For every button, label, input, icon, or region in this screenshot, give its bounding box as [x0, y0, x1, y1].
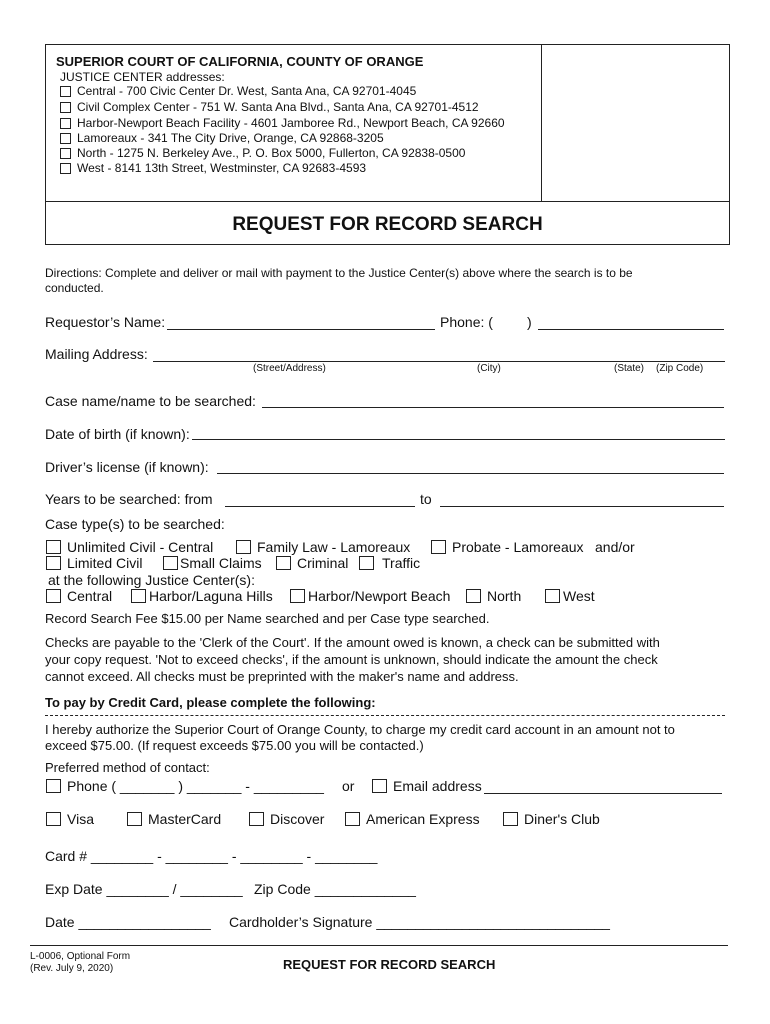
date-field[interactable]: Date _________________ — [45, 914, 211, 930]
requestor-name-label: Requestor’s Name: — [45, 314, 166, 330]
dob-label: Date of birth (if known): — [45, 426, 190, 442]
card-amex-option: American Express — [345, 811, 480, 827]
checks-line-1: Checks are payable to the 'Clerk of the Court'. If the amount owed is known, a check can be submitted with — [45, 635, 660, 650]
address-central: Central - 700 Civic Center Dr. West, Santa Ana, CA 92701-4045 — [60, 84, 416, 98]
preferred-contact-label: Preferred method of contact: — [45, 760, 210, 775]
center-north-option: North — [466, 588, 521, 604]
card-number-field[interactable]: Card # ________ - ________ - ________ - ________ — [45, 848, 378, 864]
small-claims-checkbox[interactable] — [163, 556, 178, 570]
unlimited-civil-option: Unlimited Civil - Central — [46, 539, 213, 555]
checks-line-2: your copy request. 'Not to exceed checks', if the amount is unknown, should indicate the amount the check — [45, 652, 658, 667]
directions-line-2: conducted. — [45, 281, 104, 295]
family-law-checkbox[interactable] — [236, 540, 251, 554]
center-harbor-laguna-checkbox[interactable] — [131, 589, 146, 603]
phone-label: Phone: ( — [440, 314, 493, 330]
directions-line-1: Directions: Complete and deliver or mail with payment to the Justice Center(s) above where the search is to be — [45, 266, 633, 280]
signature-field[interactable]: Cardholder’s Signature ______________________________ — [229, 914, 610, 930]
family-law-option: Family Law - Lamoreaux — [236, 539, 410, 555]
drivers-license-input[interactable] — [217, 473, 724, 474]
years-from-input[interactable] — [225, 506, 415, 507]
address-north: North - 1275 N. Berkeley Ave., P. O. Box 5000, Fullerton, CA 92838-0500 — [60, 146, 465, 160]
case-types-label: Case type(s) to be searched: — [45, 516, 225, 532]
west-address-checkbox[interactable] — [60, 163, 71, 174]
visa-checkbox[interactable] — [46, 812, 61, 826]
civil-complex-address-checkbox[interactable] — [60, 102, 71, 113]
email-address-input[interactable] — [484, 793, 722, 794]
checks-line-3: cannot exceed. All checks must be preprinted with the maker's name and address. — [45, 669, 519, 684]
justice-center-label: JUSTICE CENTER addresses: — [60, 70, 225, 84]
authorize-line-2: exceed $75.00. (If request exceeds $75.00 you will be contacted.) — [45, 738, 424, 753]
form-number: L-0006, Optional Form — [30, 951, 131, 962]
header-right-divider — [541, 44, 542, 201]
contact-phone-option: Phone ( _______ ) _______ - _________ — [46, 778, 324, 794]
credit-card-heading: To pay by Credit Card, please complete the following: — [45, 695, 376, 710]
revision-date: (Rev. July 9, 2020) — [30, 963, 114, 974]
exp-date-field[interactable]: Exp Date ________ / ________ — [45, 881, 243, 897]
dob-input[interactable] — [192, 439, 725, 440]
amex-checkbox[interactable] — [345, 812, 360, 826]
header-title-divider — [45, 201, 729, 202]
diners-club-checkbox[interactable] — [503, 812, 518, 826]
lamoreaux-address-checkbox[interactable] — [60, 133, 71, 144]
traffic-checkbox[interactable] — [359, 556, 374, 570]
phone-paren-close: ) — [527, 314, 532, 330]
card-mastercard-option: MasterCard — [127, 811, 221, 827]
central-address-checkbox[interactable] — [60, 86, 71, 97]
criminal-checkbox[interactable] — [276, 556, 291, 570]
center-central-option: Central — [46, 588, 112, 604]
mailing-address-label: Mailing Address: — [45, 346, 148, 362]
center-central-checkbox[interactable] — [46, 589, 61, 603]
form-title: REQUEST FOR RECORD SEARCH — [232, 214, 543, 235]
contact-phone-checkbox[interactable] — [46, 779, 61, 793]
discover-checkbox[interactable] — [249, 812, 264, 826]
address-lamoreaux: Lamoreaux - 341 The City Drive, Orange, CA 92868-3205 — [60, 131, 384, 145]
zip-hint: (Zip Code) — [656, 363, 704, 374]
address-harbor-newport: Harbor-Newport Beach Facility - 4601 Jamboree Rd., Newport Beach, CA 92660 — [60, 116, 505, 130]
street-hint: (Street/Address) — [253, 363, 326, 374]
address-west: West - 8141 13th Street, Westminster, CA 92683-4593 — [60, 161, 366, 175]
mastercard-checkbox[interactable] — [127, 812, 142, 826]
case-name-label: Case name/name to be searched: — [45, 393, 256, 409]
center-harbor-newport-option: Harbor/Newport Beach — [290, 588, 450, 604]
mailing-address-input[interactable] — [153, 361, 725, 362]
credit-dashed-divider — [45, 715, 725, 716]
drivers-license-label: Driver’s license (if known): — [45, 459, 209, 475]
center-west-option: West — [545, 588, 595, 604]
criminal-option: Criminal — [276, 555, 348, 571]
following-centers-label: at the following Justice Center(s): — [48, 572, 255, 588]
phone-input[interactable] — [538, 329, 724, 330]
case-name-input[interactable] — [262, 407, 724, 408]
years-to-label: to — [420, 491, 432, 507]
contact-email-checkbox[interactable] — [372, 779, 387, 793]
contact-email-option: Email address — [372, 778, 482, 794]
harbor-newport-address-checkbox[interactable] — [60, 118, 71, 129]
requestor-name-input[interactable] — [167, 329, 435, 330]
limited-civil-option: Limited Civil — [46, 555, 142, 571]
unlimited-civil-checkbox[interactable] — [46, 540, 61, 554]
contact-or-label: or — [342, 778, 355, 794]
north-address-checkbox[interactable] — [60, 148, 71, 159]
center-harbor-laguna-option: Harbor/Laguna Hills — [131, 588, 273, 604]
fee-text: Record Search Fee $15.00 per Name searched and per Case type searched. — [45, 611, 490, 626]
card-visa-option: Visa — [46, 811, 94, 827]
address-civil-complex: Civil Complex Center - 751 W. Santa Ana Blvd., Santa Ana, CA 92701-4512 — [60, 100, 479, 114]
probate-checkbox[interactable] — [431, 540, 446, 554]
city-hint: (City) — [477, 363, 501, 374]
traffic-option: Traffic — [359, 555, 420, 571]
years-label: Years to be searched: from — [45, 491, 213, 507]
footer-title: REQUEST FOR RECORD SEARCH — [283, 957, 496, 972]
probate-option: Probate - Lamoreaux — [431, 539, 584, 555]
years-to-input[interactable] — [440, 506, 724, 507]
small-claims-option: Small Claims — [163, 555, 262, 571]
footer-divider — [30, 945, 728, 946]
card-diners-option: Diner's Club — [503, 811, 600, 827]
andor-label: and/or — [595, 539, 635, 555]
center-north-checkbox[interactable] — [466, 589, 481, 603]
zip-code-field[interactable]: Zip Code _____________ — [254, 881, 416, 897]
card-discover-option: Discover — [249, 811, 324, 827]
limited-civil-checkbox[interactable] — [46, 556, 61, 570]
center-west-checkbox[interactable] — [545, 589, 560, 603]
court-name: SUPERIOR COURT OF CALIFORNIA, COUNTY OF ORANGE — [56, 54, 424, 69]
authorize-line-1: I hereby authorize the Superior Court of Orange County, to charge my credit card account in an amount not to — [45, 722, 675, 737]
state-hint: (State) — [614, 363, 645, 374]
center-harbor-newport-checkbox[interactable] — [290, 589, 305, 603]
